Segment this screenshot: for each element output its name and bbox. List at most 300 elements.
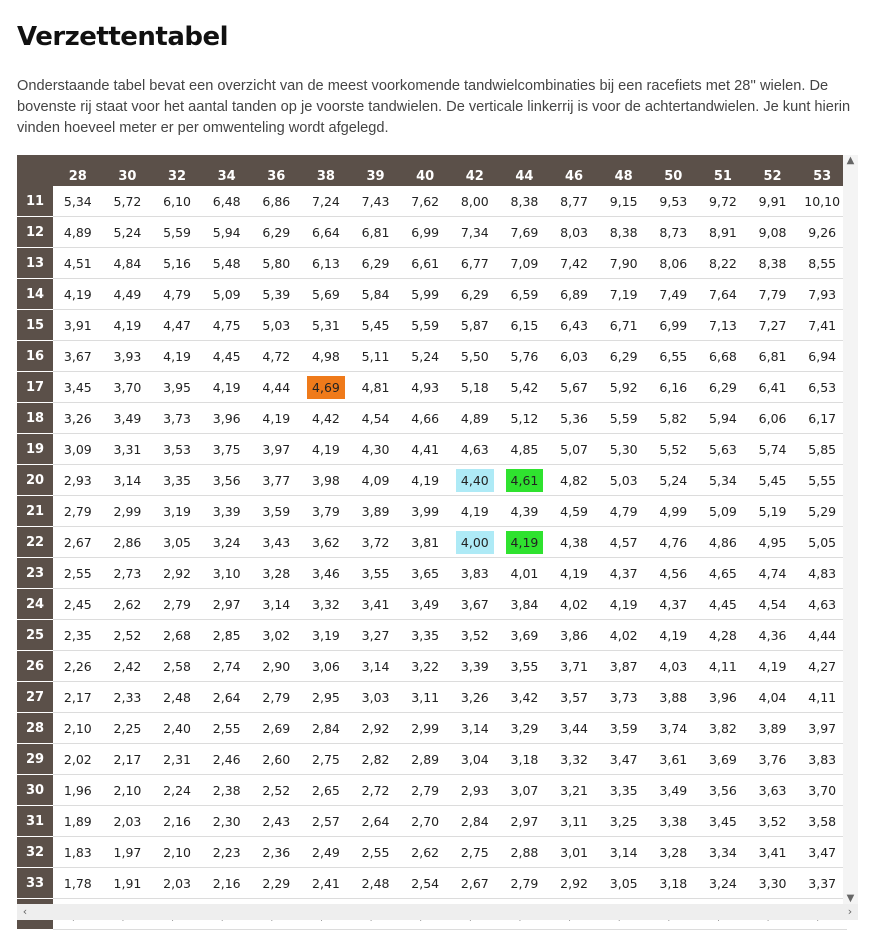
- table-cell: [797, 775, 847, 806]
- table-cell: [698, 558, 748, 589]
- table-cell: [649, 465, 699, 496]
- table-cell: [152, 310, 202, 341]
- cell-value: 7,41: [808, 317, 837, 333]
- cell-value: 4,37: [659, 596, 688, 612]
- cell-value: 4,36: [758, 627, 787, 643]
- cell-value: 4,49: [113, 286, 142, 302]
- cell-value: 2,57: [312, 813, 340, 829]
- gear-table: [17, 155, 847, 930]
- cell-value: 2,65: [312, 782, 340, 798]
- table-cell: [53, 496, 103, 527]
- table-row: [17, 527, 847, 558]
- cell-value: 2,99: [411, 720, 440, 736]
- table-row: [17, 310, 847, 341]
- table-cell: [698, 186, 748, 217]
- table-cell: [351, 744, 401, 775]
- table-cell: [748, 434, 798, 465]
- cell-value: 3,49: [411, 596, 440, 612]
- table-cell: [103, 527, 153, 558]
- table-cell: [252, 651, 302, 682]
- table-cell: [252, 589, 302, 620]
- table-cell: [599, 620, 649, 651]
- cell-value: 3,44: [560, 720, 588, 736]
- table-cell: [103, 248, 153, 279]
- column-header: 44: [500, 155, 550, 186]
- cell-value: 4,79: [163, 286, 191, 302]
- cell-value: 3,86: [560, 627, 588, 643]
- table-cell: [748, 744, 798, 775]
- table-cell: [152, 868, 202, 899]
- table-cell: [649, 868, 699, 899]
- table-cell: [301, 589, 351, 620]
- cell-value: 3,30: [758, 875, 787, 891]
- row-header: 14: [17, 279, 53, 310]
- table-cell: [301, 372, 351, 403]
- cell-value: 2,92: [560, 875, 588, 891]
- table-cell: [748, 217, 798, 248]
- cell-value: 4,75: [212, 317, 241, 333]
- table-cell: [152, 496, 202, 527]
- table-row: [17, 744, 847, 775]
- cell-value: 5,72: [113, 193, 142, 209]
- table-cell: [500, 558, 550, 589]
- table-cell: [797, 713, 847, 744]
- table-cell: [103, 713, 153, 744]
- table-cell: [599, 868, 649, 899]
- table-cell: [797, 744, 847, 775]
- table-cell: [351, 558, 401, 589]
- cell-value: 4,84: [113, 255, 142, 271]
- cell-value: 2,79: [63, 503, 92, 519]
- table-cell: [152, 682, 202, 713]
- cell-value: 5,92: [609, 379, 638, 395]
- table-cell: [152, 806, 202, 837]
- table-cell: [53, 341, 103, 372]
- cell-value: 4,11: [808, 689, 837, 705]
- cell-value: 3,88: [659, 689, 688, 705]
- table-cell: [549, 868, 599, 899]
- cell-value: 3,81: [411, 534, 440, 550]
- table-cell: [400, 527, 450, 558]
- cell-value: 3,69: [510, 627, 539, 643]
- cell-value: 5,18: [460, 379, 489, 395]
- arrow-left-icon[interactable]: ‹: [22, 905, 28, 918]
- row-header: 23: [17, 558, 53, 589]
- table-cell: [400, 682, 450, 713]
- table-cell: [152, 217, 202, 248]
- table-cell: [53, 806, 103, 837]
- table-cell: [649, 527, 699, 558]
- table-cell: [400, 217, 450, 248]
- table-cell: [152, 837, 202, 868]
- table-cell: [748, 310, 798, 341]
- cell-value: 3,72: [361, 534, 390, 550]
- table-cell: [103, 682, 153, 713]
- table-cell: [103, 558, 153, 589]
- table-cell: [103, 775, 153, 806]
- table-cell: [53, 620, 103, 651]
- table-cell: [301, 806, 351, 837]
- cell-value: 3,14: [113, 472, 142, 488]
- table-cell: [450, 279, 500, 310]
- table-cell: [301, 682, 351, 713]
- table-cell: [53, 558, 103, 589]
- cell-value: 1,97: [113, 844, 142, 860]
- cell-value: 5,24: [113, 224, 142, 240]
- cell-value: 4,04: [758, 689, 787, 705]
- table-cell: [599, 217, 649, 248]
- table-cell: [103, 620, 153, 651]
- table-cell: [252, 713, 302, 744]
- cell-value: 8,91: [709, 224, 737, 240]
- table-cell: [400, 837, 450, 868]
- cell-value: 4,30: [361, 441, 390, 457]
- cell-value: 3,27: [361, 627, 390, 643]
- vertical-scroll-thumb[interactable]: [846, 171, 855, 888]
- cell-value: 3,41: [758, 844, 787, 860]
- row-header: 32: [17, 837, 53, 868]
- cell-value: 3,52: [460, 627, 489, 643]
- table-row: [17, 620, 847, 651]
- table-cell: [152, 186, 202, 217]
- cell-value: 2,29: [262, 875, 291, 891]
- table-cell: [450, 372, 500, 403]
- table-cell: [500, 496, 550, 527]
- cell-value: 4,03: [659, 658, 688, 674]
- table-row: [17, 868, 847, 899]
- table-cell: [599, 806, 649, 837]
- cell-value: 4,38: [560, 534, 588, 550]
- cell-value: 2,41: [312, 875, 340, 891]
- table-cell: [252, 403, 302, 434]
- cell-value: 5,48: [212, 255, 241, 271]
- cell-value: 7,42: [560, 255, 588, 271]
- table-cell: [53, 279, 103, 310]
- table-cell: [450, 713, 500, 744]
- cell-value: 2,93: [460, 782, 489, 798]
- cell-value: 2,42: [113, 658, 142, 674]
- table-row: [17, 682, 847, 713]
- table-row: [17, 248, 847, 279]
- cell-value: 5,03: [262, 317, 291, 333]
- arrow-down-icon[interactable]: ▼: [846, 893, 855, 904]
- cell-value: 2,84: [460, 813, 489, 829]
- cell-value: 6,77: [460, 255, 489, 271]
- cell-value: 9,53: [659, 193, 688, 209]
- table-row: [17, 465, 847, 496]
- table-cell: [797, 279, 847, 310]
- table-cell: [748, 620, 798, 651]
- cell-value: 2,93: [63, 472, 92, 488]
- table-cell: [301, 186, 351, 217]
- cell-value: 8,55: [808, 255, 837, 271]
- table-cell: [797, 217, 847, 248]
- table-cell: [649, 620, 699, 651]
- cell-value: 6,86: [262, 193, 291, 209]
- table-cell: [202, 527, 252, 558]
- table-cell: [549, 372, 599, 403]
- cell-value: 5,59: [163, 224, 191, 240]
- cell-value: 3,89: [758, 720, 787, 736]
- cell-value: 3,47: [808, 844, 837, 860]
- cell-value: 4,19: [262, 410, 291, 426]
- table-cell: [649, 651, 699, 682]
- table-cell: [500, 868, 550, 899]
- table-cell: [252, 806, 302, 837]
- table-cell: [549, 434, 599, 465]
- column-header: 42: [450, 155, 500, 186]
- intro-paragraph: Onderstaande tabel bevat een overzicht van de meest voorkomende tandwielcombinaties bij een racefiets met 28'' wielen. De bovenste rij staat voor het aantal tanden op je voorste tandwielen. De verticale linkerrij is voor de achtertandwielen. Je kunt hierin vinden hoeveel meter er per omwenteling wordt afgelegd.: [17, 78, 851, 136]
- cell-value: 3,31: [113, 441, 142, 457]
- table-cell: [698, 434, 748, 465]
- column-header: 38: [301, 155, 351, 186]
- table-cell: [301, 837, 351, 868]
- table-cell: [450, 651, 500, 682]
- cell-value: 4,82: [560, 472, 588, 488]
- cell-value: 3,18: [510, 751, 539, 767]
- cell-value: 7,62: [411, 193, 440, 209]
- table-cell: [748, 186, 798, 217]
- cell-value: 7,27: [758, 317, 787, 333]
- cell-value: 5,84: [361, 286, 390, 302]
- gear-table-container[interactable]: [17, 155, 843, 904]
- cell-value: 4,98: [312, 348, 340, 364]
- table-cell: [351, 248, 401, 279]
- table-cell: [450, 558, 500, 589]
- arrow-up-icon[interactable]: ▲: [846, 155, 855, 166]
- cell-value: 6,13: [312, 255, 340, 271]
- cell-value: 5,85: [808, 441, 837, 457]
- cell-value: 2,84: [312, 720, 340, 736]
- table-cell: [351, 434, 401, 465]
- table-cell: [797, 248, 847, 279]
- cell-value: 3,96: [212, 410, 241, 426]
- cell-value: 1,83: [63, 844, 92, 860]
- cell-value: 4,39: [510, 503, 539, 519]
- table-cell: [103, 589, 153, 620]
- cell-value: 4,37: [609, 565, 638, 581]
- cell-value: 3,82: [709, 720, 737, 736]
- cell-value: 3,87: [609, 658, 638, 674]
- cell-value: 2,73: [113, 565, 142, 581]
- table-cell: [103, 279, 153, 310]
- horizontal-scrollbar[interactable]: [17, 904, 858, 920]
- cell-value: 5,50: [460, 348, 489, 364]
- cell-value: 3,75: [212, 441, 241, 457]
- table-cell: [301, 248, 351, 279]
- cell-value: 2,02: [63, 751, 92, 767]
- cell-value: 2,30: [212, 813, 241, 829]
- table-row: [17, 403, 847, 434]
- table-cell: [103, 341, 153, 372]
- table-cell: [797, 310, 847, 341]
- cell-value: 2,92: [163, 565, 191, 581]
- cell-value: 4,19: [163, 348, 191, 364]
- cell-value: 6,89: [560, 286, 588, 302]
- table-cell: [103, 217, 153, 248]
- cell-value: 3,56: [212, 472, 241, 488]
- column-header: 53: [797, 155, 847, 186]
- cell-value: 5,05: [808, 534, 837, 550]
- table-cell: [698, 248, 748, 279]
- cell-value: 6,03: [560, 348, 588, 364]
- table-cell: [351, 868, 401, 899]
- table-cell: [351, 806, 401, 837]
- cell-value: 6,10: [163, 193, 191, 209]
- table-cell: [400, 775, 450, 806]
- row-header: 17: [17, 372, 53, 403]
- table-cell: [103, 465, 153, 496]
- table-cell: [252, 837, 302, 868]
- cell-value: 3,45: [709, 813, 737, 829]
- cell-value: 4,59: [560, 503, 588, 519]
- cell-value: 6,16: [659, 379, 688, 395]
- table-cell: [748, 527, 798, 558]
- cell-value: 5,34: [63, 193, 92, 209]
- header-row: [17, 155, 847, 186]
- arrow-right-icon[interactable]: ›: [847, 905, 853, 918]
- cell-value: 5,69: [312, 286, 340, 302]
- cell-value: 7,64: [709, 286, 737, 302]
- cell-value: 4,45: [709, 596, 737, 612]
- cell-value: 3,19: [312, 627, 340, 643]
- cell-value: 3,34: [709, 844, 737, 860]
- table-cell: [599, 682, 649, 713]
- row-header: 12: [17, 217, 53, 248]
- cell-value: 3,83: [460, 565, 489, 581]
- cell-value: 4,47: [163, 317, 191, 333]
- vertical-scrollbar[interactable]: [843, 155, 858, 904]
- cell-value: 5,29: [808, 503, 837, 519]
- table-cell: [500, 682, 550, 713]
- cell-value: 6,06: [758, 410, 787, 426]
- cell-value: 3,53: [163, 441, 191, 457]
- table-cell: [400, 186, 450, 217]
- table-cell: [748, 589, 798, 620]
- cell-value: 2,62: [113, 596, 142, 612]
- table-cell: [698, 837, 748, 868]
- table-cell: [202, 775, 252, 806]
- table-cell: [400, 496, 450, 527]
- table-cell: [53, 837, 103, 868]
- cell-value: 4,19: [506, 531, 544, 554]
- table-row: [17, 775, 847, 806]
- table-cell: [748, 465, 798, 496]
- cell-value: 6,17: [808, 410, 837, 426]
- cell-value: 2,55: [361, 844, 390, 860]
- cell-value: 3,65: [411, 565, 440, 581]
- table-cell: [748, 837, 798, 868]
- cell-value: 2,97: [510, 813, 539, 829]
- row-header: 20: [17, 465, 53, 496]
- cell-value: 3,89: [361, 503, 390, 519]
- cell-value: 8,38: [758, 255, 787, 271]
- cell-value: 2,79: [411, 782, 440, 798]
- table-cell: [351, 620, 401, 651]
- table-cell: [301, 620, 351, 651]
- table-row: [17, 217, 847, 248]
- table-cell: [649, 217, 699, 248]
- cell-value: 9,08: [758, 224, 787, 240]
- cell-value: 4,27: [808, 658, 837, 674]
- table-cell: [450, 434, 500, 465]
- cell-value: 2,24: [163, 782, 191, 798]
- table-cell: [797, 806, 847, 837]
- table-cell: [549, 496, 599, 527]
- cell-value: 6,99: [411, 224, 440, 240]
- cell-value: 6,29: [609, 348, 638, 364]
- table-cell: [500, 527, 550, 558]
- table-cell: [599, 744, 649, 775]
- cell-value: 2,40: [163, 720, 191, 736]
- cell-value: 3,24: [709, 875, 737, 891]
- cell-value: 4,81: [361, 379, 390, 395]
- table-cell: [53, 310, 103, 341]
- table-cell: [698, 341, 748, 372]
- cell-value: 4,56: [659, 565, 688, 581]
- table-cell: [698, 372, 748, 403]
- table-cell: [301, 465, 351, 496]
- cell-value: 3,46: [312, 565, 340, 581]
- cell-value: 6,68: [709, 348, 737, 364]
- cell-value: 3,19: [163, 503, 191, 519]
- table-cell: [797, 682, 847, 713]
- table-cell: [202, 434, 252, 465]
- cell-value: 3,39: [460, 658, 489, 674]
- table-cell: [748, 868, 798, 899]
- table-cell: [202, 620, 252, 651]
- table-cell: [53, 248, 103, 279]
- table-cell: [450, 248, 500, 279]
- table-cell: [797, 558, 847, 589]
- cell-value: 5,87: [460, 317, 489, 333]
- column-header: 39: [351, 155, 401, 186]
- cell-value: 2,99: [113, 503, 142, 519]
- cell-value: 8,38: [510, 193, 539, 209]
- cell-value: 2,10: [163, 844, 191, 860]
- cell-value: 3,07: [510, 782, 539, 798]
- cell-value: 8,06: [659, 255, 688, 271]
- table-cell: [152, 434, 202, 465]
- table-cell: [797, 341, 847, 372]
- table-cell: [797, 651, 847, 682]
- cell-value: 7,34: [460, 224, 489, 240]
- table-cell: [500, 341, 550, 372]
- row-header: 31: [17, 806, 53, 837]
- cell-value: 4,86: [709, 534, 737, 550]
- cell-value: 8,00: [460, 193, 489, 209]
- table-cell: [599, 403, 649, 434]
- horizontal-scroll-thumb[interactable]: [35, 908, 835, 916]
- cell-value: 1,96: [63, 782, 92, 798]
- cell-value: 5,76: [510, 348, 539, 364]
- table-cell: [649, 682, 699, 713]
- table-cell: [549, 186, 599, 217]
- table-cell: [450, 496, 500, 527]
- cell-value: 3,43: [262, 534, 291, 550]
- table-cell: [351, 310, 401, 341]
- cell-value: 2,82: [361, 751, 390, 767]
- cell-value: 5,94: [709, 410, 737, 426]
- cell-value: 3,42: [510, 689, 539, 705]
- table-cell: [202, 837, 252, 868]
- cell-value: 2,36: [262, 844, 291, 860]
- cell-value: 3,35: [163, 472, 191, 488]
- cell-value: 3,91: [63, 317, 92, 333]
- cell-value: 3,97: [808, 720, 837, 736]
- cell-value: 3,47: [609, 751, 638, 767]
- table-cell: [500, 279, 550, 310]
